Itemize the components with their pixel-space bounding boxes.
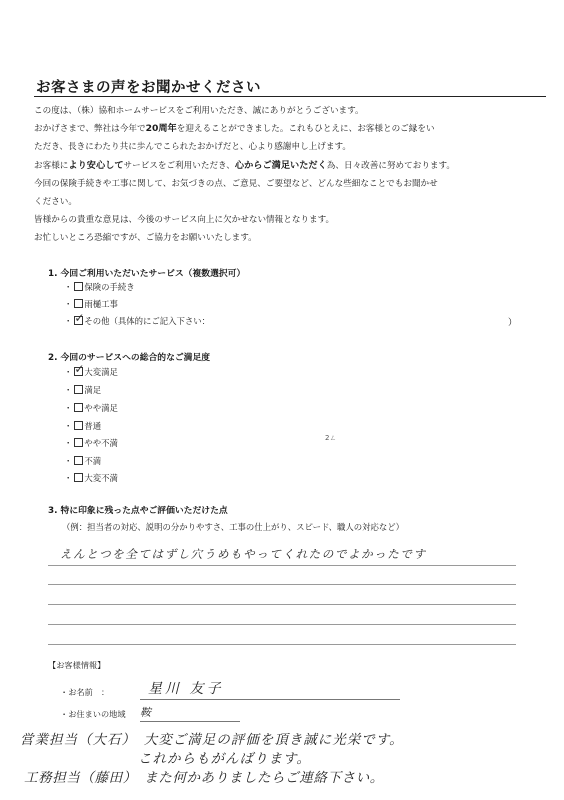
bullet: ・ — [64, 282, 73, 292]
option-label: 普通 — [84, 421, 102, 431]
checkbox[interactable] — [74, 438, 83, 447]
intro-line — [34, 175, 546, 193]
bullet: ・ — [64, 299, 73, 309]
intro-emphasis: 20周年 — [145, 123, 177, 135]
bullet: ・ — [64, 421, 73, 431]
option-label: 不満 — [84, 456, 102, 466]
area-value[interactable]: 鞍 — [140, 706, 151, 719]
checkbox[interactable] — [74, 385, 83, 394]
intro-line — [34, 102, 546, 120]
name-value[interactable]: 星川 友子 — [148, 681, 224, 697]
intro-line — [34, 211, 546, 229]
intro-text-run: ただき、長きにわたり共に歩んでこられたおかげだと、心より感謝申し上げます。 — [34, 142, 351, 153]
q2-option[interactable] — [64, 420, 101, 432]
intro-emphasis: 心からご満足いただく — [234, 159, 327, 171]
bullet: ・ — [64, 473, 73, 483]
checkbox[interactable] — [74, 403, 83, 412]
checkbox[interactable] — [74, 282, 83, 291]
answer-line — [48, 584, 516, 585]
bullet: ・ — [64, 456, 73, 466]
q2-option[interactable] — [64, 455, 101, 467]
bullet: ・ — [64, 403, 73, 413]
intro-line — [34, 138, 546, 156]
intro-text — [34, 102, 546, 248]
check-mark-icon: ✓ — [74, 362, 85, 376]
option-label: 大変不満 — [84, 473, 118, 483]
question-1-heading: 1. 今回ご利用いただいたサービス（複数選択可） — [48, 269, 246, 279]
area-line — [140, 721, 240, 722]
name-label: ・お名前 ： — [60, 687, 110, 697]
paren-close: ） — [508, 318, 518, 328]
q2-option[interactable] — [64, 437, 118, 449]
option-label: 保険の手続き — [84, 282, 135, 292]
intro-text-run: おかげさまで、弊社は今年で — [34, 124, 146, 135]
checkbox[interactable] — [74, 362, 85, 376]
construction-staff-note: 工務担当（藤田） また何かありましたらご連絡下さい。 — [24, 770, 384, 786]
q2-option[interactable] — [64, 472, 118, 484]
option-label: その他（具体的にご記入下さい： — [84, 316, 210, 326]
option-label: 大変満足 — [84, 367, 118, 377]
sales-staff-note: 営業担当（大石） 大変ご満足の評価を頂き誠に光栄です。 — [20, 732, 404, 748]
q2-option[interactable] — [64, 402, 118, 414]
name-line — [140, 699, 400, 700]
bullet: ・ — [64, 385, 73, 395]
stray-mark: 2ㄥ — [325, 434, 337, 442]
option-label: やや不満 — [84, 438, 118, 448]
question-2-heading: 2. 今回のサービスへの総合的なご満足度 — [48, 353, 211, 363]
question-3-example: （例：担当者の対応、説明の分かりやすさ、工事の仕上がり、スピード、職人の対応など） — [62, 522, 404, 532]
intro-text-run: この度は、（株）協和ホームサービスをご利用いただき、誠にありがとうございます。 — [34, 106, 364, 116]
q2-option[interactable] — [64, 362, 118, 378]
intro-text-run: 皆様からの貴重な意見は、今後のサービス向上に欠かせない情報となります。 — [34, 215, 335, 226]
q1-option[interactable] — [64, 298, 118, 310]
intro-text-run: お客様に — [34, 160, 69, 171]
intro-line — [34, 193, 546, 211]
question-3-answer[interactable]: えんとつを全てはずし穴うめもやってくれたのでよかったです — [60, 547, 427, 561]
bullet: ・ — [64, 316, 73, 326]
q2-option[interactable] — [64, 384, 101, 396]
page-title: お客さまの声をお聞かせください — [36, 80, 261, 96]
q1-option[interactable] — [64, 311, 210, 327]
answer-line — [48, 624, 516, 625]
answer-line — [48, 644, 516, 645]
checkbox[interactable] — [74, 456, 83, 465]
intro-text-run: サービスをご利用いただき、 — [123, 160, 235, 171]
option-label: 満足 — [84, 385, 102, 395]
intro-emphasis: より安心して — [68, 159, 124, 171]
option-label: やや満足 — [84, 403, 118, 413]
sales-staff-note-continued: これからもがんばります。 — [138, 751, 311, 767]
answer-line — [48, 565, 516, 566]
checkbox[interactable] — [74, 299, 83, 308]
bullet: ・ — [64, 367, 73, 377]
question-3-heading: 3. 特に印象に残った点やご評価いただけた点 — [48, 506, 228, 516]
checkbox[interactable] — [74, 473, 83, 482]
checkbox[interactable] — [74, 421, 83, 430]
intro-text-run: お忙しいところ恐縮ですが、ご協力をお願いいたします。 — [34, 233, 257, 244]
intro-line — [34, 157, 546, 175]
intro-text-run: を迎えることができました。これもひとえに、お客様とのご縁をい — [176, 124, 435, 135]
area-label: ・お住まいの地域 — [60, 709, 126, 719]
checkbox[interactable] — [74, 311, 85, 325]
check-mark-icon: ✓ — [74, 311, 85, 325]
title-underline — [34, 96, 546, 97]
option-label: 雨樋工事 — [84, 299, 118, 309]
intro-line — [34, 120, 546, 138]
intro-text-run: ください。 — [34, 197, 77, 208]
customer-info-heading: 【お客様情報】 — [48, 660, 106, 670]
intro-text-run: 今回の保険手続きや工事に関して、お気づきの点、ご意見、ご要望など、どんな些細なことでもお聞かせ — [34, 178, 438, 189]
answer-line — [48, 604, 516, 605]
bullet: ・ — [64, 438, 73, 448]
q1-option[interactable] — [64, 281, 135, 293]
intro-text-run: 為、日々改善に努めております。 — [326, 160, 456, 171]
intro-line — [34, 229, 546, 247]
